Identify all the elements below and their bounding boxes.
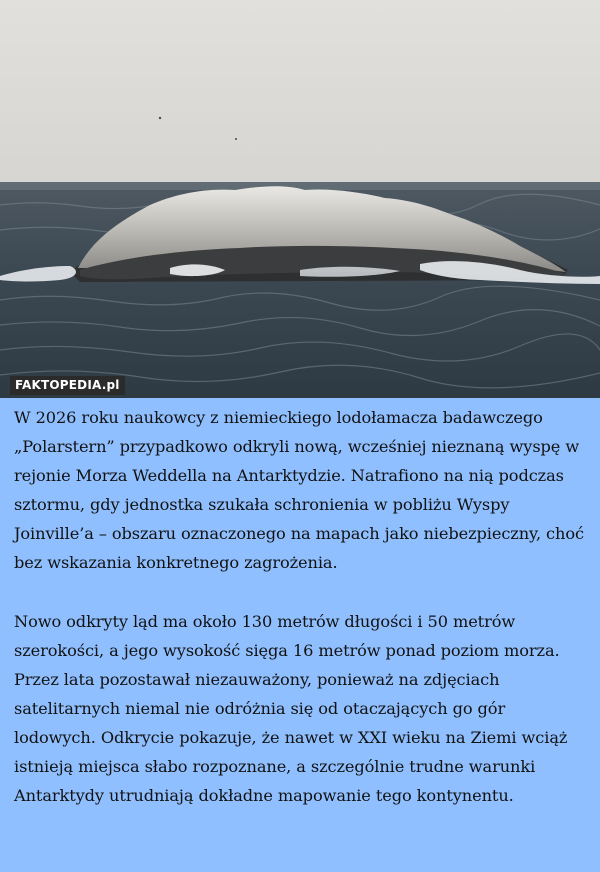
article-paragraph-1: W 2026 roku naukowcy z niemieckiego lodołamacza badawczego „Polarstern” przypadkowo odkryli nową, wcześniej nieznaną wyspę w rejonie Morza Weddella na Antarktydzie. Natrafiono na nią podczas sztormu, gdy jednostka szukała schronienia w pobliżu Wyspy Joinville’a – obszaru oznaczonego na mapach jako niebezpieczny, choć bez wskazania konkretnego zagrożenia.	[14, 408, 584, 573]
article-panel	[0, 398, 600, 872]
sky	[0, 0, 600, 184]
island-photo	[0, 0, 600, 398]
paragraph-spacer	[14, 578, 590, 607]
island-photo-illustration	[0, 0, 600, 398]
faktopedia-watermark: FAKTOPEDIA.pl	[10, 376, 125, 395]
article-paragraph-2: Nowo odkryty ląd ma około 130 metrów długości i 50 metrów szerokości, a jego wysokość sięga 16 metrów ponad poziom morza. Przez lata pozostawał niezauważony, ponieważ na zdjęciach satelitarnych niemal nie odróżnia się od otaczających go gór lodowych. Odkrycie pokazuje, że nawet w XXI wieku na Ziemi wciąż istnieją miejsca słabo rozpoznane, a szczególnie trudne warunki Antarktydy utrudniają dokładne mapowanie tego kontynentu.	[14, 611, 568, 806]
